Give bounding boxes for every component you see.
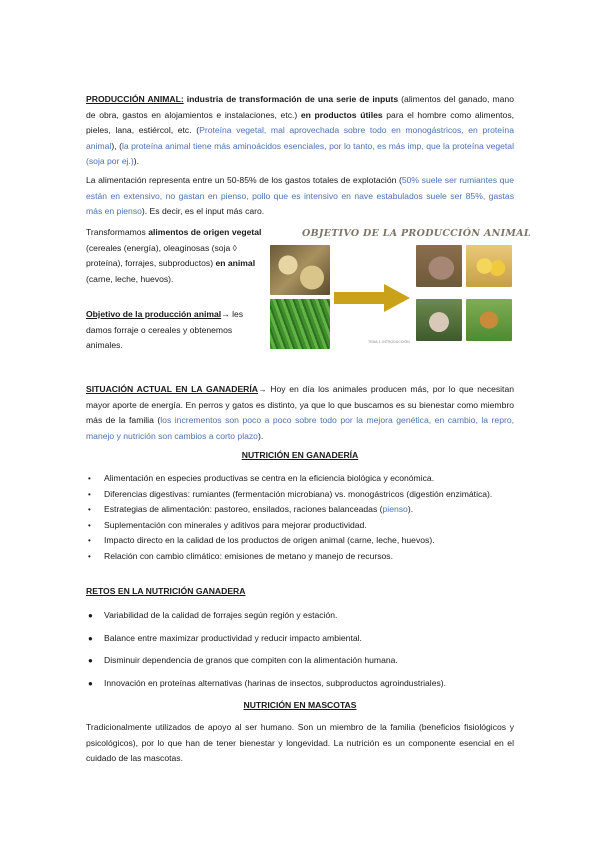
intro-bold-1: industria de transformación de una serie de inputs [183, 94, 399, 104]
intro-term: PRODUCCIÓN ANIMAL: [86, 94, 184, 104]
nutricion-ganaderia-list [86, 472, 516, 565]
intro-bold-2: en productos útiles [300, 109, 383, 120]
mascotas-paragraph: Tradicionalmente utilizados de apoyo al ser humano. Son un miembro de la familia (beneficios fisiológicos y psicológicos), por lo que han de tener bienestar y longevidad. La nutrición es un componente esencial en el cuidado de las mascotas. [86, 722, 514, 764]
objetivo-arrow: → [221, 309, 230, 319]
situacion-text-1: Hoy en día los animales producen más, por lo que necesitan mayor aporte de energía. En perros y gatos es distinto, ya que lo que buscamos es su bienestar como miembro más de la familia ( [86, 384, 515, 426]
mascotas-heading: NUTRICIÓN EN MASCOTAS [243, 700, 357, 710]
transformamos-paragraph [86, 225, 262, 287]
transformamos-text-1: Transformamos [86, 227, 149, 237]
intro-text-4: ). [133, 156, 140, 167]
forage-photo [270, 299, 330, 349]
bullet-icon: ● [88, 678, 93, 688]
bullet-icon: ● [88, 633, 93, 643]
bullet-icon: • [88, 474, 91, 483]
transformamos-text-3: (carne, leche, huevos). [86, 273, 174, 284]
transformamos-text-2: (cereales (energía), oleaginosas (soja ◊ proteína), forrajes, subproductos) [86, 242, 237, 269]
list-item: • Suplementación con minerales y aditivos para mejorar productividad. [88, 519, 367, 530]
alimentacion-paragraph [86, 173, 514, 220]
list-item: ● Innovación en proteínas alternativas (harinas de insectos, subproductos agroindustriales). [88, 677, 447, 688]
retos-heading: RETOS EN LA NUTRICIÓN GANADERA [86, 586, 246, 596]
pig-photo [416, 245, 462, 287]
situacion-term: SITUACIÓN ACTUAL EN LA GANADERÍA [86, 384, 258, 394]
objetivo-term: Objetivo de la producción animal [86, 309, 222, 319]
objetivo-text: les damos forraje o cereales y obtenemos animales. [86, 309, 244, 351]
intro-note-1: Proteína vegetal, mal aprovechada sobre todo en monogástricos, en proteína animal [86, 125, 514, 151]
alimentacion-note: 50% suele ser rumiantes que están en extensivo, no gastan en pienso, pollo que es intensivo en nave estabulados suele ser 85%, gastas más en pienso [86, 175, 514, 217]
situacion-arrow: → [257, 384, 267, 394]
transformamos-bold-2: en animal [215, 258, 256, 269]
intro-note-2: la proteína animal tiene más aminoácidos esenciales, por lo tanto, es más imp, que la proteína vegetal (soja por ej.) [86, 140, 514, 167]
bullet-icon: • [88, 520, 91, 530]
bullet-icon: ● [88, 611, 93, 620]
intro-text-1: (alimentos del ganado, mano de obra, gastos en alojamientos e instalaciones, etc.) [86, 94, 514, 120]
bullet-icon: • [88, 489, 91, 499]
intro-text-3: ), ( [111, 140, 122, 151]
list-item: • Estrategias de alimentación: pastoreo, ensilados, raciones balanceadas (pienso). [88, 504, 414, 514]
list-item: • Alimentación en especies productivas se centra en la eficiencia biológica y económica. [88, 473, 435, 483]
figure-footer: TEMA 1: INTRODUCCIÓN [368, 340, 410, 344]
list-item: ● Variabilidad de la calidad de forrajes según región y estación. [88, 610, 338, 620]
objetivo-paragraph [86, 307, 262, 354]
item-note: pienso [382, 504, 408, 514]
list-item: ● Disminuir dependencia de granos que compiten con la alimentación humana. [88, 655, 398, 665]
chicks-photo [466, 245, 512, 287]
situacion-text-2: ). [257, 430, 264, 441]
nutricion-ganaderia-heading: NUTRICIÓN EN GANADERÍA [241, 450, 359, 460]
bullet-icon: ● [88, 656, 93, 665]
rabbit-photo [416, 299, 462, 341]
list-item: • Impacto directo en la calidad de los productos de origen animal (carne, leche, huevos). [88, 535, 435, 545]
bullet-icon: • [88, 536, 91, 545]
intro-paragraph [86, 92, 514, 170]
list-item: • Diferencias digestivas: rumiantes (fermentación microbiana) vs. monogástricos (digestión enzimática). [88, 488, 493, 499]
situacion-note: los incrementos son poco a poco sobre todo por la mejora genética, en cambio, la repro, manejo y nutrición son cambios a corto plazo [86, 415, 515, 441]
situacion-paragraph [86, 382, 514, 444]
retos-list [86, 609, 516, 699]
alimentacion-text-2: ). Es decir, es el input más caro. [141, 206, 265, 217]
intro-text-2: para el hombre como alimentos, pieles, lana, estiércol, etc. ( [86, 109, 515, 136]
bullet-icon: • [88, 505, 91, 514]
list-item: • Relación con cambio climático: emisiones de metano y manejo de recursos. [88, 550, 393, 561]
transformation-arrow-icon [334, 283, 412, 313]
transformamos-bold-1: alimentos de origen vegetal [148, 227, 262, 237]
objetivo-figure [270, 219, 531, 352]
cow-photo [466, 299, 512, 341]
figure-title: OBJETIVO DE LA PRODUCCIÓN ANIMAL [302, 228, 531, 239]
bullet-icon: • [88, 551, 91, 561]
list-item: ● Balance entre maximizar productividad y reducir impacto ambiental. [88, 632, 362, 643]
alimentacion-text-1: La alimentación representa entre un 50-85% de los gastos totales de explotación ( [86, 175, 402, 185]
grain-photo [270, 245, 330, 295]
